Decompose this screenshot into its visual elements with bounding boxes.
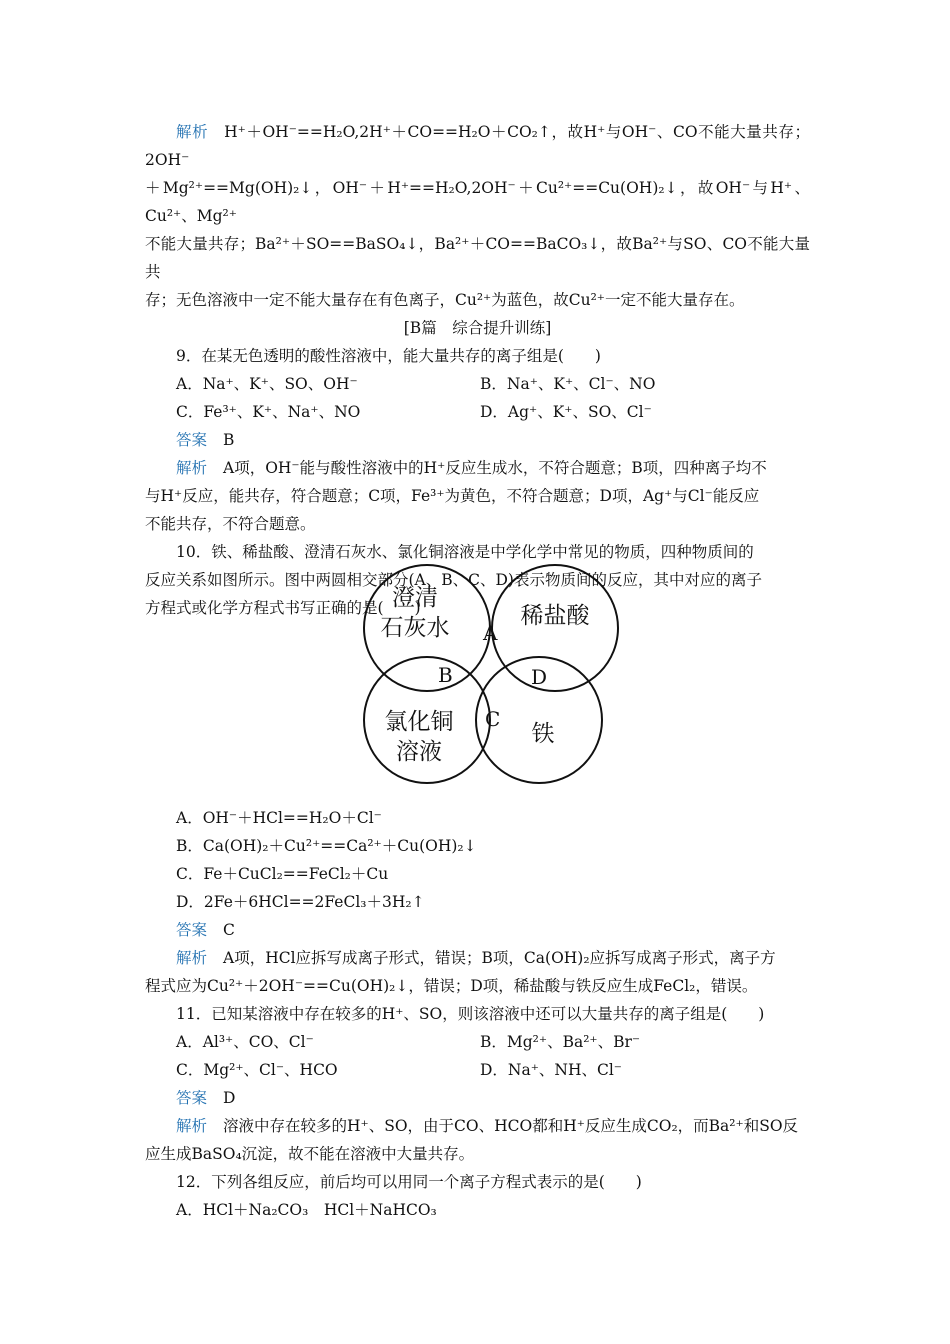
analysis-label: 解析 xyxy=(176,1117,208,1135)
label-copper-chloride-2: 溶液 xyxy=(396,739,442,765)
question-stem: 10．铁、稀盐酸、澄清石灰水、氯化铜溶液是中学化学中常见的物质，四种物质间的 xyxy=(176,543,754,561)
answer-value: B xyxy=(223,431,235,449)
answer-label: 答案 xyxy=(176,921,208,939)
option-b: B．Na⁺、K⁺、Cl⁻、NO xyxy=(480,375,656,393)
question-stem: 11．已知某溶液中存在较多的H⁺、SO，则该溶液中还可以大量共存的离子组是( ) xyxy=(176,1005,765,1023)
label-hydrochloric-acid: 稀盐酸 xyxy=(520,603,590,629)
answer-value: D xyxy=(223,1089,236,1107)
option-a: A．OH⁻＋HCl==H₂O＋Cl⁻ xyxy=(176,809,382,827)
option-a: A．Na⁺、K⁺、SO、OH⁻ xyxy=(176,375,358,393)
question-stem: 9．在某无色透明的酸性溶液中，能大量共存的离子组是( ) xyxy=(176,347,601,365)
region-c: C xyxy=(485,707,501,731)
venn-diagram xyxy=(363,540,625,805)
question-stem: 方程式或化学方程式书写正确的是( ) xyxy=(145,599,421,617)
options-row xyxy=(145,398,810,426)
option-b: B．Mg²⁺、Ba²⁺、Br⁻ xyxy=(480,1033,641,1051)
answer-line xyxy=(145,1084,810,1112)
question-stem: 12．下列各组反应，前后均可以用同一个离子方程式表示的是( ) xyxy=(176,1173,642,1191)
region-b: B xyxy=(438,663,453,687)
figure-container xyxy=(145,540,810,805)
options-row xyxy=(145,370,810,398)
analysis-label: 解析 xyxy=(176,949,208,967)
region-d: D xyxy=(531,665,548,689)
answer-label: 答案 xyxy=(176,1089,208,1107)
options-row xyxy=(145,1028,810,1056)
option-c: C．Fe＋CuCl₂==FeCl₂＋Cu xyxy=(176,865,389,883)
analysis-line: 应生成BaSO₄沉淀，故不能在溶液中大量共存。 xyxy=(145,1145,475,1163)
analysis-line: H⁺＋OH⁻==H₂O,2H⁺＋CO==H₂O＋CO₂↑，故H⁺与OH⁻、CO不能大量共存；2OH⁻ xyxy=(145,123,810,169)
option-c: C．Mg²⁺、Cl⁻、HCO xyxy=(176,1061,338,1079)
analysis-line: ＋Mg²⁺==Mg(OH)₂↓，OH⁻＋H⁺==H₂O,2OH⁻＋Cu²⁺==Cu(OH)₂↓，故OH⁻与H⁺、Cu²⁺、Mg²⁺ xyxy=(145,179,810,225)
region-a: A xyxy=(483,621,498,645)
section-title: [B篇 综合提升训练] xyxy=(403,319,552,337)
analysis-line: 不能共存，不符合题意。 xyxy=(145,515,316,533)
label-limewater-1: 澄清 xyxy=(392,585,438,611)
analysis-line: 存；无色溶液中一定不能大量存在有色离子，Cu²⁺为蓝色，故Cu²⁺一定不能大量存在。 xyxy=(145,291,745,309)
analysis-line: 不能大量共存；Ba²⁺＋SO==BaSO₄↓，Ba²⁺＋CO==BaCO₃↓，故Ba²⁺与SO、CO不能大量共 xyxy=(145,235,810,281)
option-d: D．Na⁺、NH、Cl⁻ xyxy=(480,1061,622,1079)
label-iron: 铁 xyxy=(531,721,555,747)
options-row xyxy=(145,1056,810,1084)
question-stem: 反应关系如图所示。图中两圆相交部分(A、B、C、D)表示物质间的反应，其中对应的离子 xyxy=(145,571,762,589)
option-c: C．Fe³⁺、K⁺、Na⁺、NO xyxy=(176,403,361,421)
option-a: A．HCl＋Na₂CO₃ HCl＋NaHCO₃ xyxy=(176,1201,437,1219)
label-copper-chloride-1: 氯化铜 xyxy=(384,709,454,735)
analysis-line: A项，HCl应拆写成离子形式，错误；B项，Ca(OH)₂应拆写成离子形式，离子方 xyxy=(223,949,776,967)
q10-options-block xyxy=(145,804,810,1224)
analysis-line: 溶液中存在较多的H⁺、SO，由于CO、HCO都和H⁺反应生成CO₂，而Ba²⁺和SO反 xyxy=(223,1117,799,1135)
option-b: B．Ca(OH)₂＋Cu²⁺==Ca²⁺＋Cu(OH)₂↓ xyxy=(176,837,477,855)
analysis-line: 程式应为Cu²⁺＋2OH⁻==Cu(OH)₂↓，错误；D项，稀盐酸与铁反应生成FeCl₂，错误。 xyxy=(145,977,758,995)
option-d: D．Ag⁺、K⁺、SO、Cl⁻ xyxy=(480,403,652,421)
label-limewater-2: 石灰水 xyxy=(380,615,450,641)
analysis-line: A项，OH⁻能与酸性溶液中的H⁺反应生成水，不符合题意；B项，四种离子均不 xyxy=(223,459,767,477)
analysis-line: 与H⁺反应，能共存，符合题意；C项，Fe³⁺为黄色，不符合题意；D项，Ag⁺与Cl⁻能反应 xyxy=(145,487,760,505)
option-d: D．2Fe＋6HCl==2FeCl₃＋3H₂↑ xyxy=(176,893,425,911)
option-a: A．Al³⁺、CO、Cl⁻ xyxy=(176,1033,314,1051)
answer-label: 答案 xyxy=(176,431,208,449)
answer-line xyxy=(145,426,810,454)
analysis-label: 解析 xyxy=(176,123,209,141)
answer-line xyxy=(145,916,810,944)
analysis-label: 解析 xyxy=(176,459,208,477)
answer-value: C xyxy=(223,921,235,939)
